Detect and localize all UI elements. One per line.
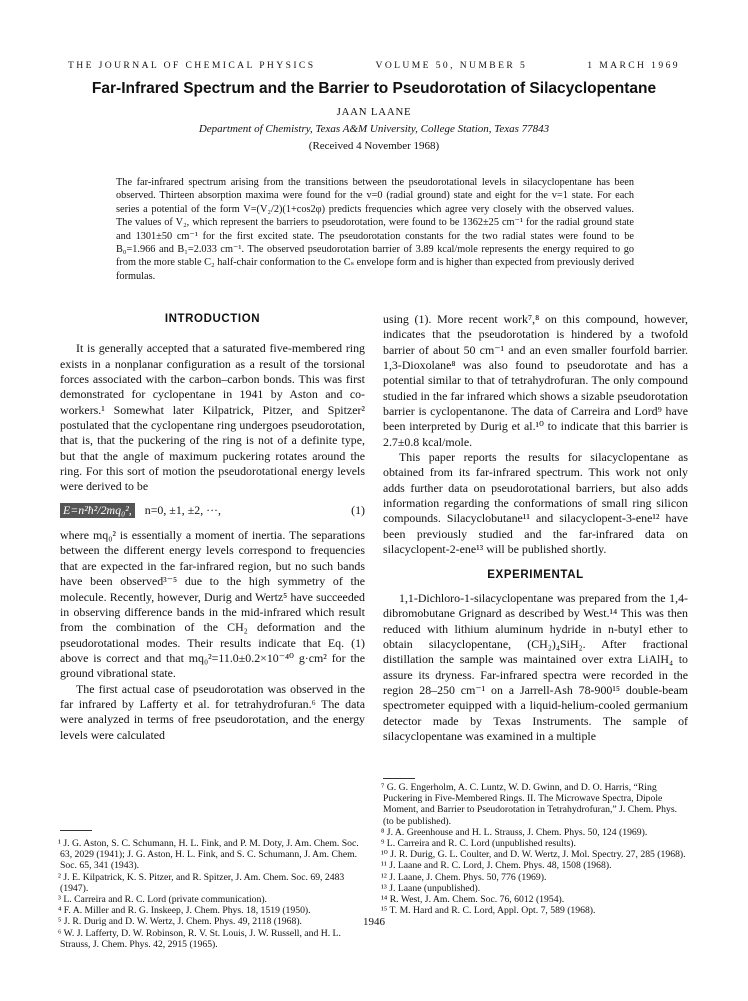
- received-date: (Received 4 November 1968): [308, 140, 440, 152]
- footnote: ² J. E. Kilpatrick, K. S. Pitzer, and R. Spitzer, J. Am. Chem. Soc. 69, 2483 (1947).: [58, 871, 345, 894]
- footnote-rule-right: [383, 778, 415, 779]
- introduction-heading: INTRODUCTION: [164, 313, 261, 325]
- equation-range: n=0, ±1, ±2, ···,: [144, 502, 221, 517]
- intro-paragraph-4: using (1). More recent work⁷,⁸ on this compound, however, indicates that the pseudorotation is hindered by a twofold barrier of about 50 cm⁻¹ and an even smaller fourfold barrier. 1,3-Dioxolane⁸ was also found to pseudorotate and has a potential similar to that of tetrahydrofuran. The only compound studied in the far infrared which shows a sizable pseudorotation barrier is cyclopentanone. The data of Carreira and Lord⁹ have been interpreted by Durig et al.¹⁰ to indicate that this barrier is 2.7±0.8 kcal/mole.: [383, 312, 688, 449]
- footnote: ⁵ J. R. Durig and D. W. Wertz, J. Chem. Phys. 49, 2118 (1968).: [58, 916, 302, 928]
- equation-1: [60, 503, 365, 518]
- footnote: ⁴ F. A. Miller and R. G. Inskeep, J. Chem. Phys. 18, 1519 (1950).: [58, 905, 311, 917]
- running-header: [68, 60, 680, 71]
- abstract: The far-infrared spectrum arising from the transitions between the pseudorotational levels in silacyclopentane has been observed. Thirteen absorption maxima were found for the v=0 (radial ground) state and eight for the v=1 state. For each series a potential of the form V=(V₂/2)(1+cos2φ) predicts frequencies which agree very closely with the observed values. The values of V₂, which represent the barriers to pseudorotation, were found to be 1362±25 cm⁻¹ for the radial ground state and 1301±50 cm⁻¹ for the first excited state. The pseudorotation constants for the two radial states were found to be B₀=1.966 and B₁=2.033 cm⁻¹. The observed pseudorotation barrier of 3.89 kcal/mole represents the energy required to go from the more stable C₂ half-chair conformation to the Cₛ envelope form and is higher than expected from previously derived formulas.: [116, 177, 634, 282]
- volume-number: VOLUME 50, NUMBER 5: [375, 60, 528, 71]
- page-number: 1946: [363, 916, 385, 928]
- footnote: ⁹ L. Carreira and R. C. Lord (unpublished results).: [381, 838, 576, 850]
- right-column: [383, 312, 688, 744]
- equation-number: (1): [351, 502, 365, 517]
- footnote-rule-left: [60, 830, 92, 831]
- intro-paragraph-5: This paper reports the results for silacyclopentane as obtained from its far-infrared spectrum. This work not only adds further data on pseudorotational barriers, but also adds information regarding the conformations of small ring silicon compounds. Silacyclobutane¹¹ and silacyclopent-3-ene¹² have been previously studied and the far-infrared data on silacyclopent-2-ene¹³ will be published shortly.: [383, 450, 688, 557]
- author-name: JAAN LAANE: [336, 106, 412, 118]
- footnotes-left: [60, 838, 365, 950]
- footnote: ⁶ W. J. Lafferty, D. W. Robinson, R. V. St. Louis, J. W. Russell, and H. L. Strauss, J. Chem. Phys. 42, 2915 (1965).: [58, 927, 341, 950]
- left-column: [60, 312, 365, 743]
- footnote: ⁷ G. G. Engerholm, A. C. Luntz, W. D. Gwinn, and D. O. Harris, “Ring Puckering in Five-Membered Rings. II. The Microwave Spectra, Dipole Moment, and Barrier to Pseudorotation in Tetrahydrofuran,” J. Chem. Phys. (to be published).: [381, 782, 678, 827]
- intro-paragraph-1: It is generally accepted that a saturated five-membered ring exists in a nonplanar configuration as a result of the torsional forces associated with the carbon–carbon bonds. This was first demonstrated for cyclopentane in 1941 by Aston and co-workers.¹ Somewhat later Kilpatrick, Pitzer, and Spitzer² postulated that the cyclopentane ring undergoes pseudorotation, that is, that the puckering of the ring is not of a definite type, but that the angle of maximum puckering rotates around the ring. For this sort of motion the pseudorotational energy levels were derived to be: [60, 341, 365, 494]
- footnote: ⁸ J. A. Greenhouse and H. L. Strauss, J. Chem. Phys. 50, 124 (1969).: [381, 826, 648, 838]
- article-title: Far-Infrared Spectrum and the Barrier to Pseudorotation of Silacyclopentane: [91, 80, 657, 97]
- intro-paragraph-2: where mq₀² is essentially a moment of inertia. The separations between the different energy levels correspond to frequencies that are expected in the far-infrared region, but no such bands have been observed³⁻⁵ due to the high symmetry of the molecule. Recently, however, Durig and Wertz⁵ have succeeded in observing difference bands in the mid-infrared which result from the combination of the CH₂ deformation and the pseudorotational modes. Their results indicate that Eq. (1) above is correct and that mq₀²=11.0±0.2×10⁻⁴⁰ g·cm² for the ground vibrational state.: [60, 528, 365, 681]
- footnote: ³ L. Carreira and R. C. Lord (private communication).: [58, 894, 267, 906]
- experimental-heading: EXPERIMENTAL: [487, 568, 584, 581]
- footnote: ¹¹ J. Laane and R. C. Lord, J. Chem. Phys. 48, 1508 (1968).: [381, 860, 612, 872]
- footnote: ¹ J. G. Aston, S. C. Schumann, H. L. Fink, and P. M. Doty, J. Am. Chem. Soc. 63, 2029 (1941); J. G. Aston, H. L. Fink, and S. C. Schumann, J. Am. Chem. Soc. 65, 341 (1943).: [58, 838, 359, 872]
- author-affiliation: Department of Chemistry, Texas A&M University, College Station, Texas 77843: [198, 123, 550, 135]
- footnote: ¹⁴ R. West, J. Am. Chem. Soc. 76, 6012 (1954).: [381, 894, 565, 906]
- footnote: ¹³ J. Laane (unpublished).: [381, 882, 481, 894]
- footnote: ¹⁰ J. R. Durig, G. L. Coulter, and D. W. Wertz, J. Mol. Spectry. 27, 285 (1968).: [381, 849, 686, 861]
- issue-date: 1 MARCH 1969: [587, 60, 680, 71]
- experimental-paragraph-1: 1,1-Dichloro-1-silacyclopentane was prepared from the 1,4-dibromobutane Grignard as described by West.¹⁴ This was then reduced with lithium aluminum hydride in n-butyl ether to obtain silacyclopentane, (CH₂)₄SiH₂. After fractional distillation the sample was maintained over extra LiAlH₄ to assure its dryness. Far-infrared spectra were recorded in the region 28–250 cm⁻¹ on a Jarrell-Ash 78-900¹⁵ double-beam spectrometer equipped with a liquid-helium-cooled germanium detector made by Texas Instruments. The sample of silacyclopentane was examined in a multiple: [383, 590, 688, 743]
- intro-paragraph-3: The first actual case of pseudorotation was observed in the far infrared by Lafferty et al. for tetrahydrofuran.⁶ The data were analyzed in terms of free pseudorotation, and the energy levels were calculated: [60, 681, 365, 742]
- journal-name: THE JOURNAL OF CHEMICAL PHYSICS: [68, 60, 316, 71]
- footnote: ¹² J. Laane, J. Chem. Phys. 50, 776 (1969).: [381, 871, 547, 883]
- footnote: ¹⁵ T. M. Hard and R. C. Lord, Appl. Opt. 7, 589 (1968).: [381, 905, 596, 917]
- footnotes-right: [383, 782, 688, 916]
- equation-expression: E=n²ħ²/2mq₀²,: [60, 503, 135, 518]
